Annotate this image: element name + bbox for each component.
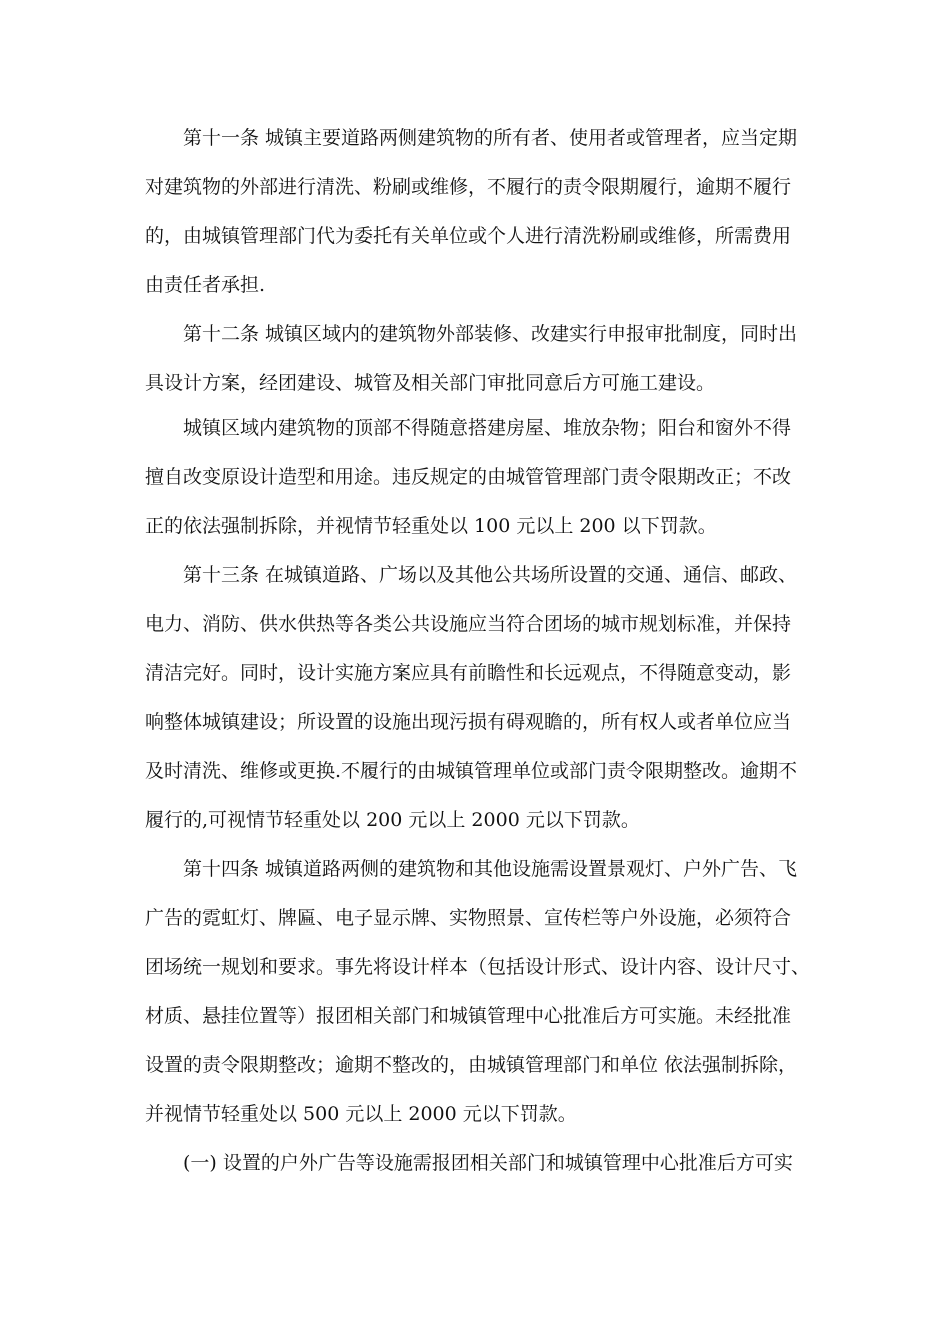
text-line: 设置的责令限期整改；逾期不整改的，由城镇管理部门和单位 依法强制拆除，	[145, 1054, 798, 1076]
text-line: 的，由城镇管理部门代为委托有关单位或个人进行清洗粉刷或维修，所需费用	[145, 225, 792, 247]
text-line: 由责任者承担.	[145, 274, 266, 296]
text-line: 第十二条 城镇区域内的建筑物外部装修、改建实行申报审批制度，同时出	[183, 323, 798, 345]
text-line: 响整体城镇建设；所设置的设施出现污损有碍观瞻的，所有权人或者单位应当	[145, 711, 792, 733]
text-line: 清洁完好。同时，设计实施方案应具有前瞻性和长远观点，不得随意变动，影	[145, 662, 792, 684]
text-line: 广告的霓虹灯、牌匾、电子显示牌、实物照景、宣传栏等户外设施，必须符合	[145, 907, 792, 929]
text-line: 电力、消防、供水供热等各类公共设施应当符合团场的城市规划标准，并保持	[145, 613, 792, 635]
text-line: 第十一条 城镇主要道路两侧建筑物的所有者、使用者或管理者，应当定期	[183, 127, 798, 149]
text-line: 擅自改变原设计造型和用途。违反规定的由城管管理部门责令限期改正；不改	[145, 466, 792, 488]
text-line: 并视情节轻重处以 500 元以上 2000 元以下罚款。	[145, 1103, 577, 1125]
text-line: 第十四条 城镇道路两侧的建筑物和其他设施需设置景观灯、户外广告、飞	[183, 858, 798, 880]
text-line: 对建筑物的外部进行清洗、粉刷或维修，不履行的责令限期履行，逾期不履行	[145, 176, 792, 198]
text-line: 第十三条 在城镇道路、广场以及其他公共场所设置的交通、通信、邮政、	[183, 564, 798, 586]
text-line: 具设计方案，经团建设、城管及相关部门审批同意后方可施工建设。	[145, 372, 716, 394]
text-line: 团场统一规划和要求。事先将设计样本（包括设计形式、设计内容、设计尺寸、	[145, 956, 811, 978]
text-line: 城镇区域内建筑物的顶部不得随意搭建房屋、堆放杂物；阳台和窗外不得	[183, 417, 792, 439]
text-line: 正的依法强制拆除，并视情节轻重处以 100 元以上 200 以下罚款。	[145, 515, 717, 537]
text-line: 履行的,可视情节轻重处以 200 元以上 2000 元以下罚款。	[145, 809, 640, 831]
text-line: (一) 设置的户外广告等设施需报团相关部门和城镇管理中心批准后方可实	[183, 1152, 793, 1174]
text-line: 材质、悬挂位置等）报团相关部门和城镇管理中心批准后方可实施。未经批准	[145, 1005, 792, 1027]
text-line: 及时清洗、维修或更换.不履行的由城镇管理单位或部门责令限期整改。逾期不	[145, 760, 798, 782]
